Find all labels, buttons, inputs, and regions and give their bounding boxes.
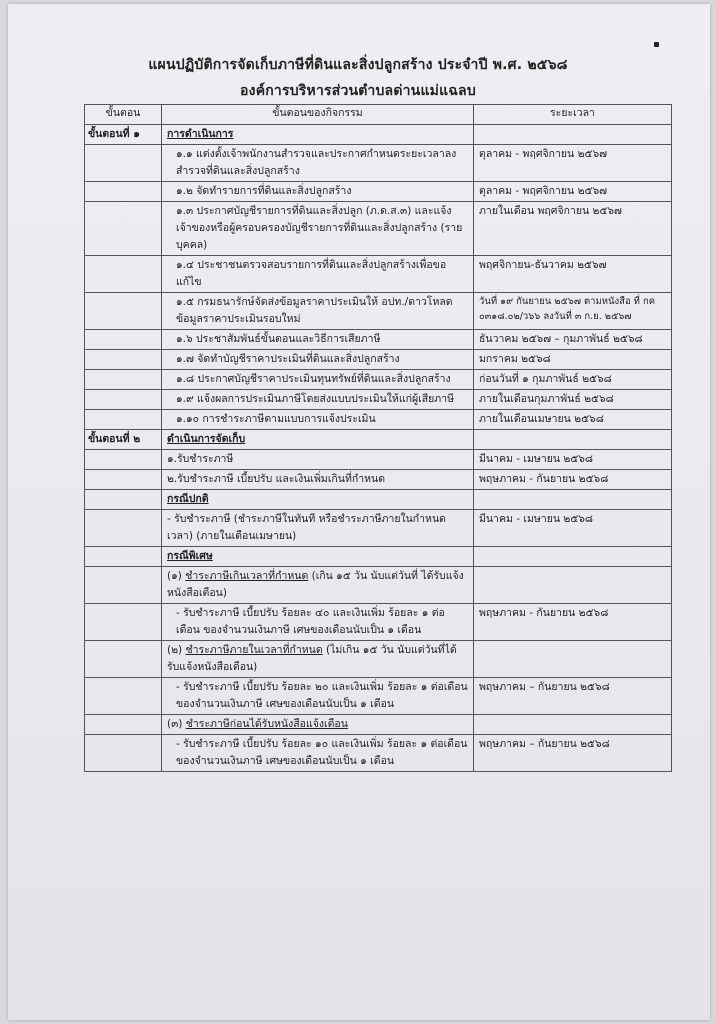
table-row — [85, 678, 672, 715]
period-cell — [474, 490, 672, 510]
period-cell: พฤษภาคม - กันยายน ๒๕๖๘ — [474, 470, 672, 490]
section-heading: กรณีพิเศษ — [167, 550, 213, 562]
step-cell — [85, 202, 162, 256]
activity-cell: - รับชำระภาษี เบี้ยปรับ ร้อยละ ๔๐ และเงินเพิ่ม ร้อยละ ๑ ต่อเดือน ของจำนวนเงินภาษี เศษของเดือนนับเป็น ๑ เดือน — [162, 604, 474, 641]
table-row — [85, 293, 672, 330]
table-row — [85, 410, 672, 430]
special-case-cell — [162, 641, 474, 678]
activity-cell — [162, 430, 474, 450]
period-cell: มกราคม ๒๕๖๘ — [474, 350, 672, 370]
table-row — [85, 604, 672, 641]
step-cell — [85, 678, 162, 715]
special-case-cell — [162, 567, 474, 604]
document-subtitle: องค์การบริหารส่วนตำบลด่านแม่แฉลบ — [240, 83, 476, 99]
table-row — [85, 470, 672, 490]
activity-cell: ๑.รับชำระภาษี — [162, 450, 474, 470]
period-cell — [474, 547, 672, 567]
activity-cell: ๒.รับชำระภาษี เบี้ยปรับ และเงินเพิ่มเกินที่กำหนด — [162, 470, 474, 490]
activity-cell: - รับชำระภาษี เบี้ยปรับ ร้อยละ ๑๐ และเงินเพิ่ม ร้อยละ ๑ ต่อเดือน ของจำนวนเงินภาษี เศษของเดือนนับเป็น ๑ เดือน — [162, 735, 474, 772]
period-cell: ก่อนวันที่ ๑ กุมภาพันธ์ ๒๕๖๘ — [474, 370, 672, 390]
step-cell — [85, 410, 162, 430]
table-row — [85, 182, 672, 202]
period-cell — [474, 125, 672, 145]
step-cell: ขั้นตอนที่ ๒ — [85, 430, 162, 450]
table-row — [85, 390, 672, 410]
step-cell — [85, 350, 162, 370]
activity-cell: ๑.๗ จัดทำบัญชีราคาประเมินที่ดินและสิ่งปลูกสร้าง — [162, 350, 474, 370]
period-cell: พฤษภาคม – กันยายน ๒๕๖๘ — [474, 735, 672, 772]
header-period: ระยะเวลา — [474, 105, 672, 125]
period-cell — [474, 567, 672, 604]
activity-cell: ๑.๒ จัดทำรายการที่ดินและสิ่งปลูกสร้าง — [162, 182, 474, 202]
table-row — [85, 330, 672, 350]
ink-dot — [654, 42, 659, 47]
table-row — [85, 547, 672, 567]
activity-cell: ๑.๑ แต่งตั้งเจ้าพนักงานสำรวจและประกาศกำหนดระยะเวลาลงสำรวจที่ดินและสิ่งปลูกสร้าง — [162, 145, 474, 182]
header-activity: ขั้นตอนของกิจกรรม — [162, 105, 474, 125]
table-row — [85, 735, 672, 772]
table-row — [85, 450, 672, 470]
step-cell — [85, 182, 162, 202]
activity-cell: - รับชำระภาษี เบี้ยปรับ ร้อยละ ๒๐ และเงินเพิ่ม ร้อยละ ๑ ต่อเดือน ของจำนวนเงินภาษี เศษของเดือนนับเป็น ๑ เดือน — [162, 678, 474, 715]
step-cell — [85, 370, 162, 390]
period-cell: ภายในเดือนเมษายน ๒๕๖๘ — [474, 410, 672, 430]
table-row — [85, 641, 672, 678]
step-cell — [85, 450, 162, 470]
activity-cell: ๑.๙ แจ้งผลการประเมินภาษีโดยส่งแบบประเมินให้แก่ผู้เสียภาษี — [162, 390, 474, 410]
section-heading: ดำเนินการจัดเก็บ — [167, 433, 246, 445]
period-cell: ตุลาคม - พฤศจิกายน ๒๕๖๗ — [474, 182, 672, 202]
activity-cell: ๑.๔ ประชาชนตรวจสอบรายการที่ดินและสิ่งปลูกสร้างเพื่อขอแก้ไข — [162, 256, 474, 293]
step-cell — [85, 470, 162, 490]
table-row — [85, 202, 672, 256]
activity-cell — [162, 490, 474, 510]
table-row — [85, 510, 672, 547]
activity-cell: ๑.๑๐ การชำระภาษีตามแบบการแจ้งประเมิน — [162, 410, 474, 430]
step-cell — [85, 390, 162, 410]
activity-cell: ๑.๖ ประชาสัมพันธ์ขั้นตอนและวิธีการเสียภาษี — [162, 330, 474, 350]
period-cell: มีนาคม - เมษายน ๒๕๖๘ — [474, 510, 672, 547]
case-head: ชำระภาษีก่อนได้รับหนังสือแจ้งเตือน — [185, 718, 348, 730]
case-num: (๓) — [167, 718, 186, 730]
period-cell: พฤษภาคม - กันยายน ๒๕๖๘ — [474, 604, 672, 641]
period-cell — [474, 715, 672, 735]
period-cell: ตุลาคม - พฤศจิกายน ๒๕๖๗ — [474, 145, 672, 182]
step-cell — [85, 256, 162, 293]
table-row — [85, 145, 672, 182]
table-row — [85, 350, 672, 370]
special-case-cell — [162, 715, 474, 735]
step-cell — [85, 604, 162, 641]
table-row — [85, 256, 672, 293]
case-rest: (เกิน ๑๕ วัน นับแต่วันที่ ได้รับแจ้งหนังสือเตือน) — [167, 570, 464, 599]
table-header-row — [85, 105, 672, 125]
case-rest: (ไม่เกิน ๑๕ วัน นับแต่วันที่ได้รับแจ้งหนังสือเตือน) — [167, 644, 457, 673]
period-cell: ภายในเดือน พฤศจิกายน ๒๕๖๗ — [474, 202, 672, 256]
table-row — [85, 715, 672, 735]
activity-cell: - รับชำระภาษี (ชำระภาษีในทันที หรือชำระภาษีภายในกำหนดเวลา) (ภายในเดือนเมษายน) — [162, 510, 474, 547]
period-cell: พฤษภาคม – กันยายน ๒๕๖๘ — [474, 678, 672, 715]
step-cell — [85, 510, 162, 547]
case-num: (๑) — [167, 570, 186, 582]
table-row — [85, 567, 672, 604]
step-cell — [85, 490, 162, 510]
step-cell — [85, 293, 162, 330]
activity-cell: ๑.๘ ประกาศบัญชีราคาประเมินทุนทรัพย์ที่ดินและสิ่งปลูกสร้าง — [162, 370, 474, 390]
period-cell: มีนาคม - เมษายน ๒๕๖๘ — [474, 450, 672, 470]
activity-cell: ๑.๓ ประกาศบัญชีรายการที่ดินและสิ่งปลูก (ภ.ด.ส.๓) และแจ้งเจ้าของหรือผู้ครอบครองบัญชีรายการที่ดินและสิ่งปลูกสร้าง (รายบุคคล) — [162, 202, 474, 256]
period-cell: พฤศจิกายน-ธันวาคม ๒๕๖๗ — [474, 256, 672, 293]
document-title: แผนปฏิบัติการจัดเก็บภาษีที่ดินและสิ่งปลูกสร้าง ประจำปี พ.ศ. ๒๕๖๘ — [148, 57, 568, 73]
case-head: ชำระภาษีเกินเวลาที่กำหนด — [185, 570, 309, 582]
section-heading: กรณีปกติ — [167, 493, 209, 505]
step-cell — [85, 567, 162, 604]
table-row — [85, 370, 672, 390]
period-cell: ธันวาคม ๒๕๖๗ – กุมภาพันธ์ ๒๕๖๘ — [474, 330, 672, 350]
step-cell: ขั้นตอนที่ ๑ — [85, 125, 162, 145]
section-heading: การดำเนินการ — [167, 128, 234, 140]
step-cell — [85, 641, 162, 678]
case-num: (๒) — [167, 644, 186, 656]
step-cell — [85, 547, 162, 567]
step-cell — [85, 330, 162, 350]
activity-cell — [162, 125, 474, 145]
plan-table — [84, 104, 672, 772]
case-head: ชำระภาษีภายในเวลาที่กำหนด — [185, 644, 323, 656]
period-cell: วันที่ ๑๙ กันยายน ๒๕๖๗ ตามหนังสือ ที่ กค ๐๓๑๘.๐๒/ว๖๖ ลงวันที่ ๓ ก.ย. ๒๕๖๗ — [474, 293, 672, 330]
step-cell — [85, 145, 162, 182]
period-cell — [474, 641, 672, 678]
activity-cell — [162, 547, 474, 567]
step-cell — [85, 735, 162, 772]
table-row — [85, 490, 672, 510]
activity-cell: ๑.๕ กรมธนารักษ์จัดส่งข้อมูลราคาประเมินให้ อปท./ดาวโหลดข้อมูลราคาประเมินรอบใหม่ — [162, 293, 474, 330]
table-row — [85, 430, 672, 450]
period-cell: ภายในเดือนกุมภาพันธ์ ๒๕๖๘ — [474, 390, 672, 410]
header-step: ขั้นตอน — [85, 105, 162, 125]
period-cell — [474, 430, 672, 450]
table-row — [85, 125, 672, 145]
step-cell — [85, 715, 162, 735]
